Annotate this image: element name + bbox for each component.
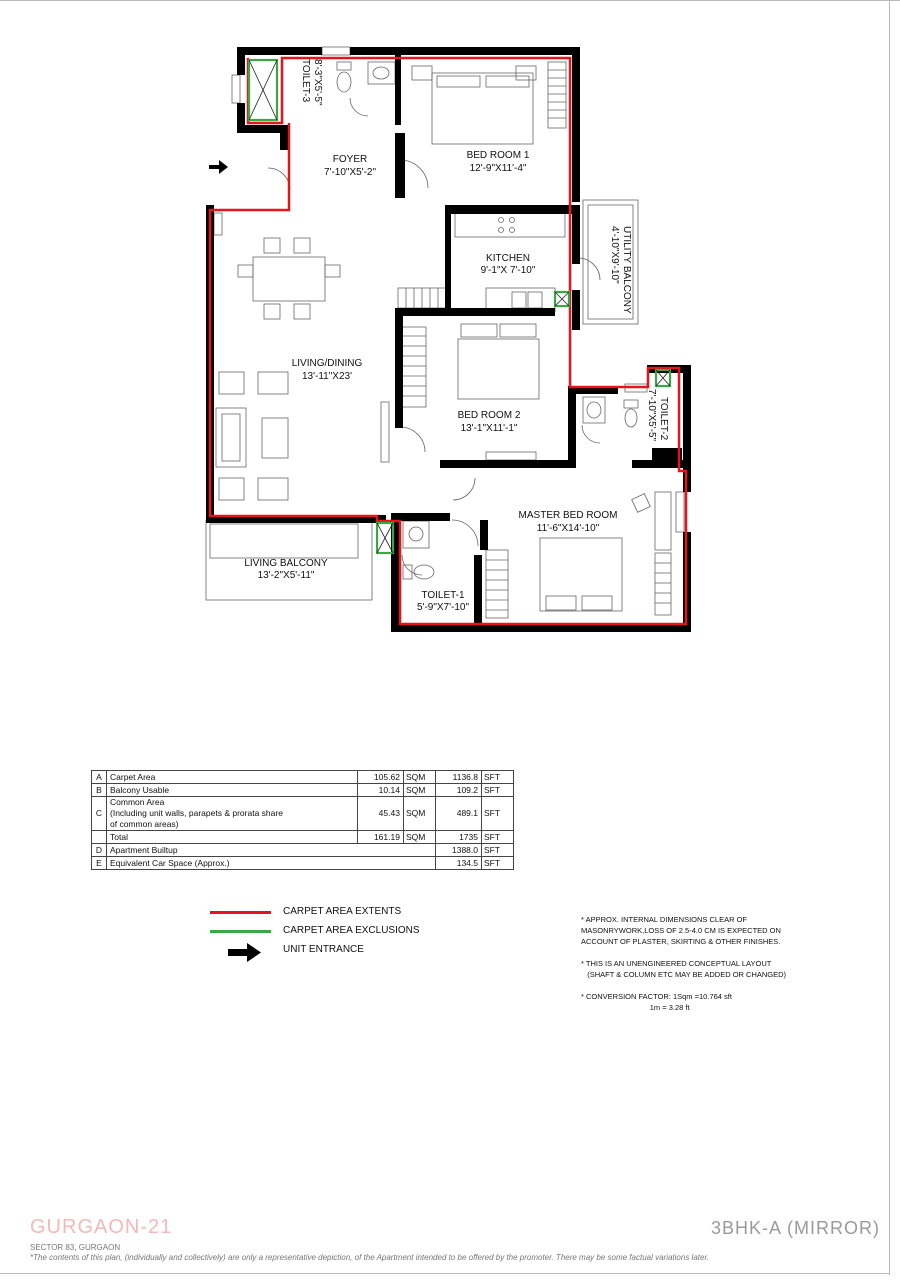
room-name: LIVING BALCONY: [244, 558, 328, 569]
coffee-table: [262, 418, 288, 458]
legend-label: CARPET AREA EXCLUSIONS: [283, 925, 420, 936]
row-label: Apartment Builtup: [107, 844, 436, 857]
room-dimension: 8'-3"X5'-5": [312, 59, 323, 106]
room-dimension: 13'-11"X23': [302, 371, 352, 382]
row-sft: 109.2: [435, 784, 481, 797]
row-sft: 489.1: [435, 797, 481, 831]
room-toilet3: [300, 59, 323, 106]
row-sqm: 10.14: [357, 784, 403, 797]
door-swing: [578, 258, 600, 280]
tv-unit: [381, 402, 389, 462]
chair: [632, 494, 651, 513]
area-table: [91, 770, 514, 870]
carpet-area-exclusions: [249, 60, 670, 553]
frame-bottom: [0, 1273, 890, 1274]
row-id: A: [92, 771, 107, 784]
pillow: [546, 596, 576, 610]
row-label: Balcony Usable: [107, 784, 358, 797]
dining-chair: [264, 304, 280, 319]
room-toilet2: [646, 389, 669, 442]
row-sft-unit: SFT: [482, 771, 514, 784]
green-line-swatch: [210, 930, 271, 933]
legend-label: UNIT ENTRANCE: [283, 944, 364, 955]
room-name: LIVING/DINING: [291, 358, 363, 369]
row-label: Total: [107, 831, 358, 844]
sofa: [216, 408, 246, 467]
kitchen-counter: [455, 213, 565, 237]
study-desk: [486, 452, 536, 460]
row-sft-unit: SFT: [482, 784, 514, 797]
room-dimension: 13'-2"X5'-11": [257, 570, 315, 581]
wash-basin: [368, 62, 395, 84]
wash-basin: [583, 397, 605, 423]
row-sqm: 45.43: [357, 797, 403, 831]
row-sqm-unit: SQM: [403, 831, 435, 844]
dresser: [655, 492, 671, 550]
wc: [337, 62, 351, 70]
room-utility: [609, 226, 632, 314]
door-swing: [268, 168, 290, 190]
shaft-crosses: [249, 60, 670, 553]
dining-chair: [294, 304, 310, 319]
sink: [528, 292, 542, 308]
row-label: [107, 797, 358, 831]
wash-basin: [403, 521, 429, 548]
room-name: UTILITY BALCONY: [621, 226, 632, 314]
wardrobe: [399, 327, 426, 407]
row-sqm-unit: SQM: [403, 771, 435, 784]
side-table: [219, 478, 244, 500]
row-label-line: Common Area: [110, 797, 165, 807]
red-line-swatch: [210, 911, 271, 914]
table-row: [92, 771, 514, 784]
bed: [540, 538, 622, 611]
side-table: [412, 66, 432, 80]
pillow: [500, 324, 536, 337]
row-sft: 1136.8: [435, 771, 481, 784]
location-text: SECTOR 83, GURGAON: [30, 1243, 121, 1252]
pillow: [582, 596, 612, 610]
wc: [403, 565, 412, 579]
row-id: C: [92, 797, 107, 831]
door-swing: [452, 520, 478, 546]
sofa: [222, 414, 240, 461]
row-sqm: 105.62: [357, 771, 403, 784]
pillow: [486, 76, 529, 87]
room-dimension: 9'-1"X 7'-10": [480, 265, 536, 276]
room-name: MASTER BED ROOM: [518, 510, 618, 521]
door-swing: [400, 427, 425, 452]
row-sft-unit: SFT: [482, 857, 514, 870]
room-name: BED ROOM 2: [457, 410, 521, 421]
dining-chair: [325, 265, 340, 277]
dining-chair: [294, 238, 310, 253]
room-name: TOILET-3: [300, 59, 311, 103]
unit-type: 3BHK-A (MIRROR): [710, 1218, 880, 1238]
armchair: [258, 478, 288, 500]
dining-table: [253, 257, 325, 301]
row-sft-unit: SFT: [482, 844, 514, 857]
wardrobe: [655, 553, 671, 615]
room-dimension: 11'-6"X14'-10": [536, 523, 600, 534]
room-name: FOYER: [332, 154, 368, 165]
door-swing: [582, 425, 600, 443]
project-title: GURGAON-21: [30, 1216, 173, 1238]
bed: [432, 73, 533, 144]
room-dimension: 5'-9"X7'-10": [416, 602, 470, 613]
entrance-marker: [209, 160, 228, 174]
arrow-right-icon: [219, 160, 228, 174]
walls: [206, 47, 691, 632]
door-swing: [350, 98, 368, 116]
room-name: BED ROOM 1: [466, 150, 530, 161]
row-sqm-unit: SQM: [403, 784, 435, 797]
table-row: [92, 831, 514, 844]
disclaimer-text: *The contents of this plan, (individually and collectively) are only a representative depiction, of the Apartment intended to be offered by the promoter. There may be some factual variations later.: [30, 1253, 710, 1262]
table-row: [92, 857, 514, 870]
table-row: [92, 784, 514, 797]
row-id: E: [92, 857, 107, 870]
room-name: TOILET-2: [658, 397, 669, 441]
room-dimension: 7'-10"X5'-2": [323, 167, 377, 178]
door-swing: [453, 478, 475, 500]
room-name: TOILET-1: [421, 590, 465, 601]
note-text: * APPROX. INTERNAL DIMENSIONS CLEAR OF MASONRYWORK,LOSS OF 2.5-4.0 CM IS EXPECTED ON ACCOUNT OF PLASTER, SKIRTING & OTHER FINISHES.: [581, 915, 781, 946]
row-label-line: (Including unit walls, parapets & prorata share: [110, 808, 283, 818]
row-sft-unit: SFT: [482, 831, 514, 844]
wc: [624, 400, 638, 408]
dining-chair: [238, 265, 253, 277]
row-label-line: of common areas): [110, 819, 179, 829]
row-id: [92, 831, 107, 844]
row-sft: 134.5: [435, 857, 481, 870]
pillow: [461, 324, 497, 337]
note-text: * CONVERSION FACTOR: 1Sqm =10.764 sft 1m = 3.28 ft: [581, 992, 732, 1012]
legend-label: CARPET AREA EXTENTS: [283, 906, 402, 917]
room-dimension: 12'-9"X11'-4": [469, 163, 527, 174]
side-table: [219, 372, 244, 394]
room-dimension: 4'-10"X9'-10": [609, 226, 620, 284]
row-sqm-unit: SQM: [403, 797, 435, 831]
table-row: [92, 797, 514, 831]
row-sqm: 161.19: [357, 831, 403, 844]
room-dimension: 7'-10"X5'-5": [646, 389, 657, 442]
bed: [458, 339, 539, 399]
notes: [581, 914, 786, 1024]
room-dimension: 13'-1"X11'-1": [460, 423, 518, 434]
arrow-right-icon: [228, 943, 262, 963]
row-sft-unit: SFT: [482, 797, 514, 831]
sink: [512, 292, 526, 308]
armchair: [258, 372, 288, 394]
row-sft: 1735: [435, 831, 481, 844]
row-sft: 1388.0: [435, 844, 481, 857]
row-label: Equivalent Car Space (Approx.): [107, 857, 436, 870]
dining-chair: [264, 238, 280, 253]
row-label: Carpet Area: [107, 771, 358, 784]
row-id: D: [92, 844, 107, 857]
note-text: * THIS IS AN UNENGINEERED CONCEPTUAL LAYOUT (SHAFT & COLUMN ETC MAY BE ADDED OR CHANGED): [581, 959, 787, 979]
table-row: [92, 844, 514, 857]
pillow: [437, 76, 480, 87]
row-id: B: [92, 784, 107, 797]
room-name: KITCHEN: [486, 253, 530, 264]
